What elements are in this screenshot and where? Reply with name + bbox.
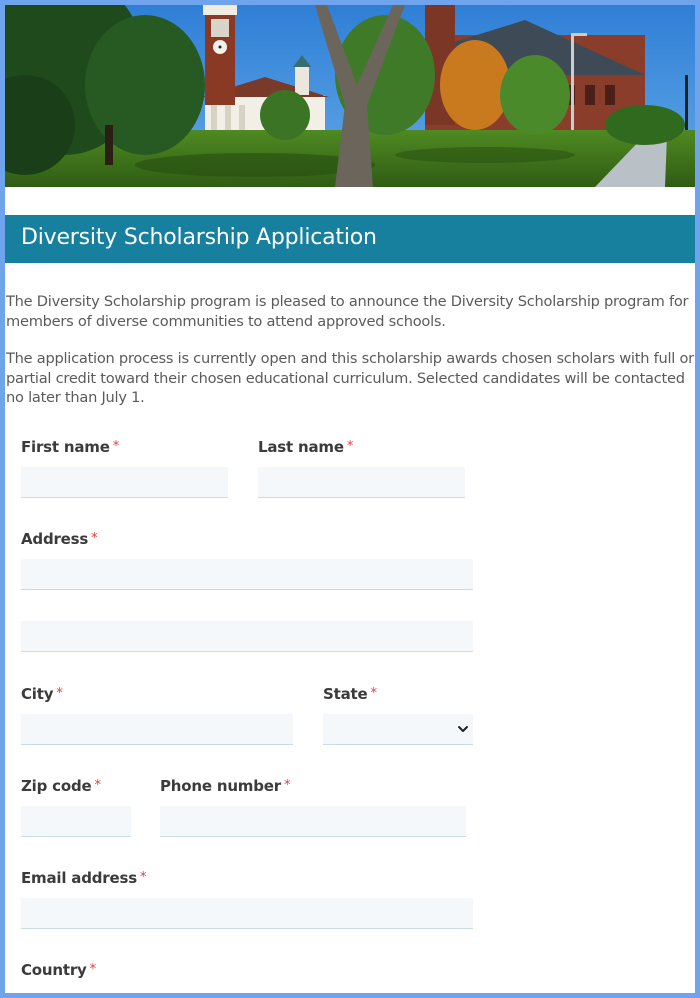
email-address-input[interactable]	[21, 898, 473, 929]
zip-code-label	[21, 777, 101, 795]
state-label-text: State	[323, 685, 368, 703]
last-name-input[interactable]	[258, 467, 465, 498]
first-name-label	[21, 438, 119, 456]
required-marker: *	[89, 962, 96, 977]
zip-code-input[interactable]	[21, 806, 131, 837]
form-title: Diversity Scholarship Application	[21, 225, 377, 250]
city-label-text: City	[21, 685, 54, 703]
address-line2-input[interactable]	[21, 621, 473, 652]
address-label	[21, 530, 97, 548]
last-name-label	[258, 438, 353, 456]
form-title-bar	[5, 215, 695, 263]
first-name-label-text: First name	[21, 438, 110, 456]
email-address-label-text: Email address	[21, 869, 137, 887]
required-marker: *	[91, 531, 98, 546]
form-description	[6, 292, 694, 426]
zip-code-label-text: Zip code	[21, 777, 92, 795]
country-label-text: Country	[21, 961, 87, 979]
chevron-down-icon	[457, 723, 469, 735]
country-label	[21, 961, 96, 979]
city-input[interactable]	[21, 714, 293, 745]
intro-paragraph: The application process is currently open and this scholarship awards chosen scholars with full or partial credit toward their chosen educational curriculum. Selected candidates will be contacted no later than July 1.	[6, 350, 694, 406]
last-name-label-text: Last name	[258, 438, 344, 456]
phone-number-input[interactable]	[160, 806, 466, 837]
required-marker: *	[283, 778, 291, 793]
email-address-label	[21, 869, 146, 887]
required-marker: *	[139, 870, 147, 885]
required-marker: *	[370, 686, 377, 701]
city-label	[21, 685, 63, 703]
required-marker: *	[112, 439, 120, 454]
phone-number-label-text: Phone number	[160, 777, 281, 795]
first-name-input[interactable]	[21, 467, 228, 498]
required-marker: *	[56, 686, 63, 701]
phone-number-label	[160, 777, 290, 795]
intro-paragraph: The Diversity Scholarship program is pleased to announce the Diversity Scholarship program for members of diverse communities to attend approved schools.	[6, 293, 689, 330]
state-label	[323, 685, 377, 703]
required-marker: *	[94, 778, 101, 793]
address-line1-input[interactable]	[21, 559, 473, 590]
banner-image	[5, 5, 695, 187]
required-marker: *	[346, 439, 354, 454]
state-select[interactable]	[323, 714, 473, 745]
address-label-text: Address	[21, 530, 89, 548]
